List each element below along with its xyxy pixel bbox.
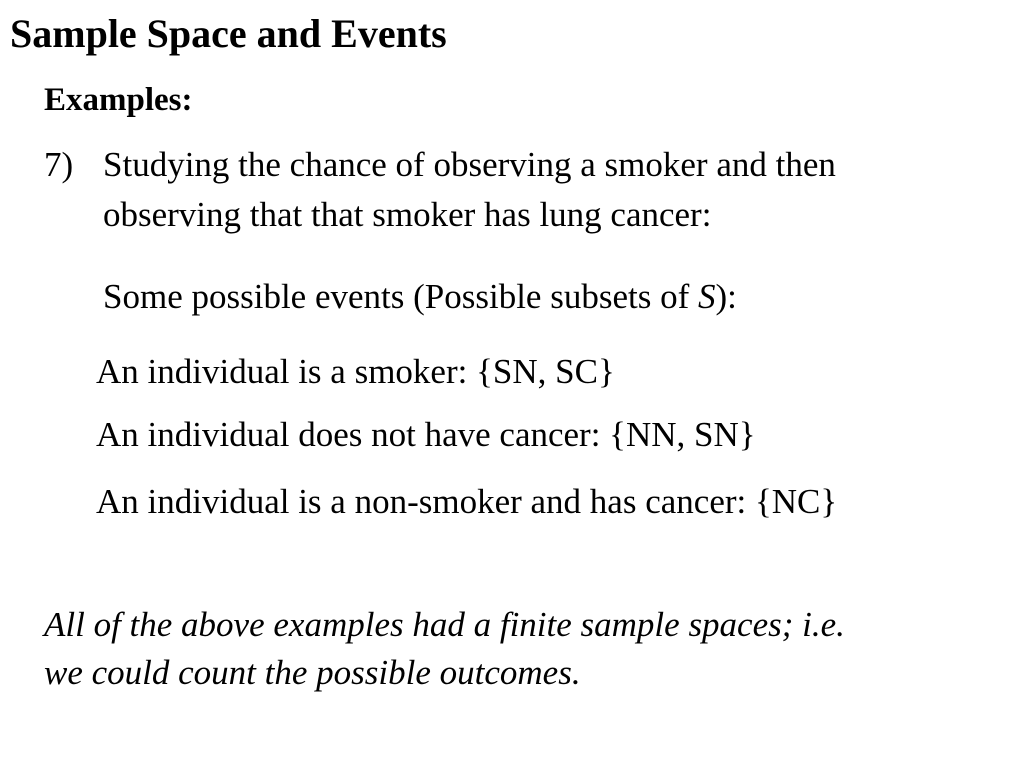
item-text-line-1: Studying the chance of observing a smoker and then — [103, 145, 836, 184]
events-intro — [103, 275, 737, 319]
event-smoker: An individual is a smoker: {SN, SC} — [96, 352, 615, 391]
event-no-cancer: An individual does not have cancer: {NN, SN} — [96, 415, 756, 454]
note-line-2: we could count the possible outcomes. — [44, 653, 581, 692]
sample-space-symbol: S — [697, 277, 716, 316]
item-number: 7) — [44, 145, 74, 184]
event-nonsmoker-cancer: An individual is a non-smoker and has cancer: {NC} — [96, 482, 838, 521]
item-text-line-2: observing that that smoker has lung cancer: — [103, 195, 712, 234]
note-line-1: All of the above examples had a finite sample spaces; i.e. — [44, 605, 845, 644]
examples-heading: Examples: — [44, 82, 193, 118]
events-intro-prefix: Some possible events (Possible subsets of — [103, 277, 698, 316]
events-intro-suffix: ): — [715, 277, 737, 316]
slide-title: Sample Space and Events — [10, 11, 447, 56]
